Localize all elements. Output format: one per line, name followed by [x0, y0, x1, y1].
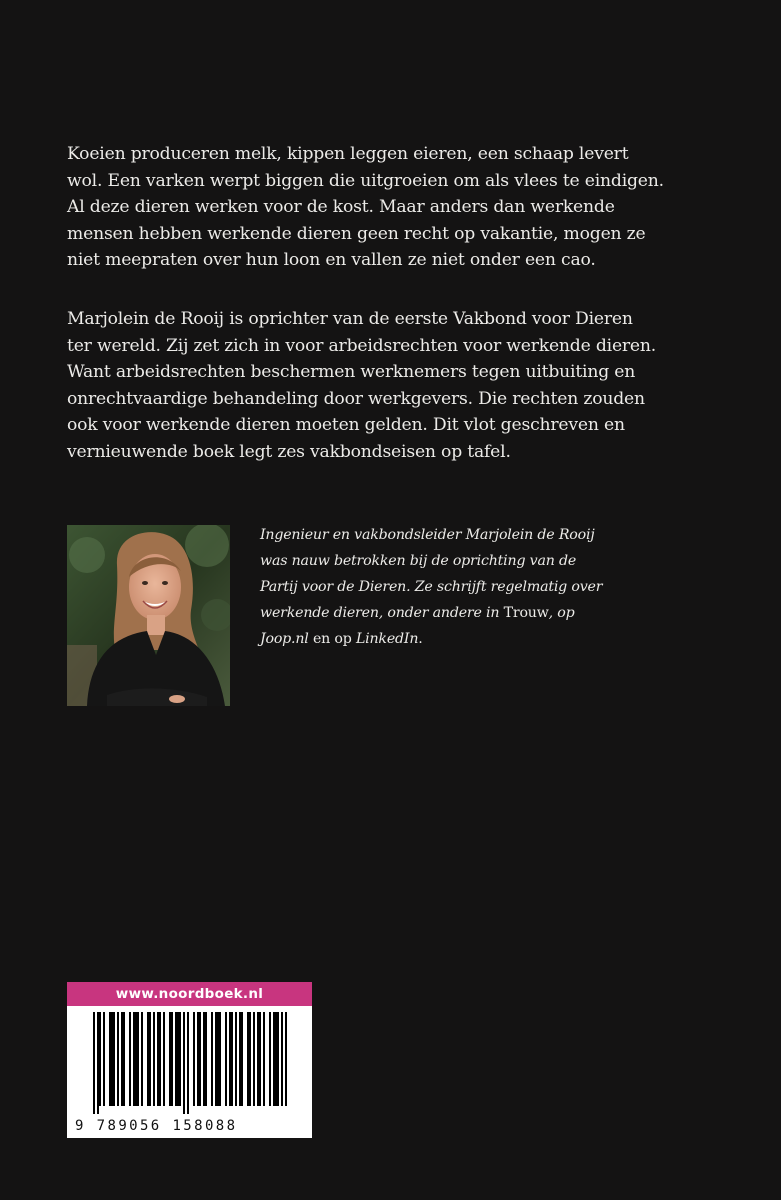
author-photo — [67, 525, 230, 706]
barcode-bar — [281, 1012, 283, 1106]
bio-line — [260, 626, 660, 652]
barcode-bar — [169, 1012, 171, 1106]
barcode-bar — [203, 1012, 205, 1106]
bio-text: werkende dieren, onder andere in — [260, 605, 504, 621]
barcode-bar — [135, 1012, 137, 1106]
barcode-bar — [215, 1012, 217, 1106]
bio-line: Ingenieur en vakbondsleider Marjolein de Rooij — [260, 527, 595, 543]
barcode-bar — [263, 1012, 265, 1106]
barcode-bar — [211, 1012, 213, 1106]
author-bio — [260, 522, 660, 652]
barcode-bar — [175, 1012, 177, 1106]
barcode-bar — [109, 1012, 111, 1106]
barcode-bar — [121, 1012, 123, 1106]
barcode-bar — [171, 1012, 173, 1106]
barcode-bar — [247, 1012, 249, 1106]
barcode-bar — [259, 1012, 261, 1106]
barcode-bar — [231, 1012, 233, 1106]
barcode-bar — [159, 1012, 161, 1106]
bio-text: , op — [548, 605, 575, 621]
barcode-bar — [141, 1012, 143, 1106]
bio-text: en op — [308, 631, 356, 647]
barcode-bar — [269, 1012, 271, 1106]
barcode-bar — [249, 1012, 251, 1106]
barcode-bar — [235, 1012, 237, 1106]
blurb-line: onrechtvaardige behandeling door werkgevers. Die rechten zouden — [67, 388, 645, 409]
isbn-barcode-label — [67, 982, 312, 1138]
barcode-bar — [199, 1012, 201, 1106]
barcode-bar — [257, 1012, 259, 1106]
barcode-bar — [137, 1012, 139, 1106]
blurb-line: wol. Een varken werpt biggen die uitgroeien om als vlees te eindigen. — [67, 170, 664, 191]
barcode-bar — [275, 1012, 277, 1106]
barcode-bar — [157, 1012, 159, 1106]
barcode-bar — [273, 1012, 275, 1106]
barcode-bar — [239, 1012, 241, 1106]
barcode-bar — [225, 1012, 227, 1106]
barcode-bar — [285, 1012, 287, 1106]
blurb-line: ook voor werkende dieren moeten gelden. Dit vlot geschreven en — [67, 415, 625, 435]
barcode-bar — [149, 1012, 151, 1106]
barcode-bar — [111, 1012, 113, 1106]
barcode-bar — [129, 1012, 131, 1106]
barcode-bar — [229, 1012, 231, 1106]
barcode-icon — [67, 1006, 312, 1118]
blurb-paragraph-1 — [67, 141, 687, 274]
barcode-bar — [113, 1012, 115, 1106]
barcode-bar — [133, 1012, 135, 1106]
bio-text: . — [418, 631, 423, 647]
barcode-bar — [217, 1012, 219, 1106]
blurb-line: vernieuwende boek legt zes vakbondseisen op tafel. — [67, 441, 511, 462]
blurb-line: Koeien produceren melk, kippen leggen eieren, een schaap levert — [67, 144, 629, 164]
bio-text: Joop.nl — [260, 631, 309, 647]
blurb-line: ter wereld. Zij zet zich in voor arbeidsrechten voor werkende dieren. — [67, 335, 657, 356]
bio-text: LinkedIn — [355, 631, 419, 647]
blurb-line: niet meepraten over hun loon en vallen ze niet onder een cao. — [67, 250, 596, 270]
barcode-bar — [99, 1012, 101, 1106]
blurb-paragraph-2 — [67, 306, 687, 465]
publisher-website: www.noordboek.nl — [67, 982, 312, 1006]
barcode-bar — [241, 1012, 243, 1106]
barcode-bar — [253, 1012, 255, 1106]
barcode-bar — [183, 1012, 185, 1114]
blurb-line: Want arbeidsrechten beschermen werknemers tegen uitbuiting en — [67, 362, 636, 382]
blurb-line: Al deze dieren werken voor de kost. Maar anders dan werkende — [67, 197, 615, 217]
barcode-bar — [123, 1012, 125, 1106]
newspaper-name: Trouw — [503, 605, 549, 621]
barcode-bar — [193, 1012, 195, 1106]
barcode-bar — [117, 1012, 119, 1106]
barcode-bar — [219, 1012, 221, 1106]
barcode-bar — [179, 1012, 181, 1106]
barcode-bar — [93, 1012, 95, 1114]
barcode-bar — [197, 1012, 199, 1106]
barcode-bar — [147, 1012, 149, 1106]
barcode-bar — [277, 1012, 279, 1106]
blurb-line: Marjolein de Rooij is oprichter van de eerste Vakbond voor Dieren — [67, 309, 633, 329]
author-portrait-image — [67, 525, 230, 706]
barcode-bar — [97, 1012, 99, 1114]
barcode-bar — [163, 1012, 165, 1106]
barcode-bar — [205, 1012, 207, 1106]
bio-line: was nauw betrokken bij de oprichting van de — [260, 553, 577, 569]
barcode-bar — [153, 1012, 155, 1106]
barcode-bar — [177, 1012, 179, 1106]
isbn-digits: 9 789056 158088 — [75, 1118, 238, 1134]
bio-line: Partij voor de Dieren. Ze schrijft regelmatig over — [260, 579, 603, 595]
bio-line — [260, 600, 660, 626]
barcode-bar — [103, 1012, 105, 1106]
barcode-bar — [187, 1012, 189, 1114]
blurb-line: mensen hebben werkende dieren geen recht op vakantie, mogen ze — [67, 223, 646, 244]
